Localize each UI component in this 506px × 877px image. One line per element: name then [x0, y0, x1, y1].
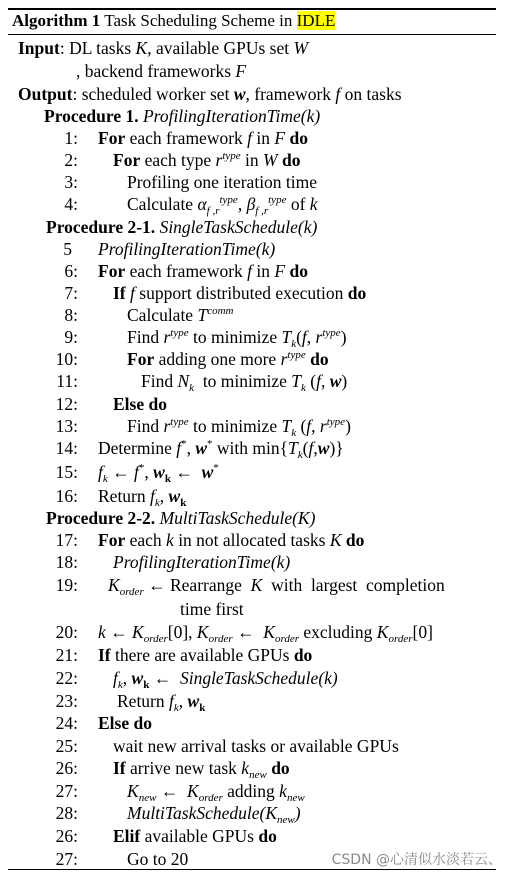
code-line: For each framework f in F do	[98, 261, 308, 281]
procedure-1-heading: Procedure 1. ProfilingIterationTime(k)	[44, 106, 321, 126]
code-line: $K_{new}$ ← $K_{order}$ adding $k_{new}$	[127, 781, 305, 804]
code-line: Return $f_k$, $w_k$	[98, 486, 187, 509]
code-line: ProfilingIterationTime(k)	[113, 552, 291, 572]
line-number: 28:	[55, 803, 78, 823]
code-line: If arrive new task $k_{new}$ do	[113, 758, 290, 781]
code-line: Determine f*, w* with $\min\{T_k(f,w)\}$	[98, 438, 344, 461]
code-line: Elif available GPUs do	[113, 826, 277, 846]
code-line: Find $N_k$ to minimize $T_k$ (f, w)	[141, 371, 348, 394]
line-number: 16:	[55, 486, 78, 506]
line-number: 18:	[55, 552, 78, 572]
line-number: 21:	[55, 645, 78, 665]
code-line-cont: time first	[180, 599, 244, 619]
code-line: For adding one more $r^{type}$ do	[127, 349, 329, 369]
line-number: 20:	[55, 622, 78, 642]
line-number: 7:	[64, 283, 78, 303]
code-line: For each framework f in F do	[98, 128, 308, 148]
watermark: CSDN @心清似水淡若云、	[331, 852, 502, 868]
line-number: 10:	[55, 349, 78, 369]
algorithm-title-text: Task Scheduling Scheme in	[104, 11, 293, 30]
top-rule	[8, 8, 496, 10]
line-number: 9:	[64, 327, 78, 347]
procedure-2-1-heading: Procedure 2-1. SingleTaskSchedule(k)	[46, 217, 318, 237]
code-line: ProfilingIterationTime(k)	[98, 239, 276, 259]
line-number: 3:	[64, 172, 78, 192]
line-number: 15:	[55, 462, 78, 482]
line-number: 27:	[55, 849, 78, 869]
code-line: Calculate $\alpha_{f ,r}^{type}$, $\beta_{f ,r}^{type}$ of k	[127, 194, 318, 217]
code-line: For each k in not allocated tasks K do	[98, 530, 365, 550]
line-number: 14:	[55, 438, 78, 458]
input-line: Input: DL tasks K, available GPUs set W	[18, 38, 309, 58]
title-rule	[8, 34, 496, 35]
line-number: 19:	[55, 575, 78, 595]
line-number: 4:	[64, 194, 78, 214]
line-number: 1:	[64, 128, 78, 148]
code-line: If f support distributed execution do	[113, 283, 367, 303]
line-number: 5	[63, 239, 72, 259]
code-line: Profiling one iteration time	[127, 172, 318, 192]
code-line: Find $r^{type}$ to minimize $T_k(f$, $r^{type}$)	[127, 327, 347, 350]
line-number: 27:	[55, 781, 78, 801]
code-line: If there are available GPUs do	[98, 645, 313, 665]
line-number: 2:	[64, 150, 78, 170]
algorithm-label: Algorithm 1	[12, 11, 101, 30]
line-number: 17:	[55, 530, 78, 550]
code-line: For each type $r^{type}$ in W do	[113, 150, 301, 170]
line-number: 24:	[55, 713, 78, 733]
code-line: $K_{order}$ ← Rearrange K with largest completion	[108, 575, 445, 598]
line-number: 12:	[55, 394, 78, 414]
code-line: Find $r^{type}$ to minimize $T_k$ (f, $r^{type}$)	[127, 416, 351, 439]
code-line: wait new arrival tasks or available GPUs	[113, 736, 399, 756]
code-line: Return $f_k$, $w_k$	[117, 691, 206, 714]
line-number: 11:	[56, 371, 78, 391]
line-number: 6:	[64, 261, 78, 281]
line-number: 25:	[55, 736, 78, 756]
procedure-2-2-heading: Procedure 2-2. MultiTaskSchedule(K)	[46, 508, 316, 528]
bottom-rule	[8, 869, 496, 870]
code-line: $f_k$, $w_k$ ← SingleTaskSchedule(k)	[113, 668, 338, 691]
highlighted-term: IDLE	[296, 11, 336, 30]
code-line: Else do	[113, 394, 167, 414]
line-number: 26:	[55, 758, 78, 778]
code-line: k ← $K_{order}[0]$, $K_{order}$ ← $K_{order}$ excluding $K_{order}[0]$	[98, 622, 433, 645]
input-line-cont: , backend frameworks F	[76, 61, 247, 81]
line-number: 22:	[55, 668, 78, 688]
code-line: Else do	[98, 713, 152, 733]
line-number: 8:	[64, 305, 78, 325]
line-number: 23:	[55, 691, 78, 711]
code-line: $f_k$ ← f*, $w_k$ ← w*	[98, 462, 219, 485]
algorithm-title	[12, 11, 335, 31]
code-line: Go to 20	[127, 849, 189, 869]
code-line: Calculate $T^{comm}$	[127, 305, 234, 325]
line-number: 26:	[55, 826, 78, 846]
code-line: $MultiTaskSchedule(K_{new})$	[127, 803, 301, 826]
line-number: 13:	[55, 416, 78, 436]
output-line: Output: scheduled worker set w, framework f on tasks	[18, 84, 402, 104]
